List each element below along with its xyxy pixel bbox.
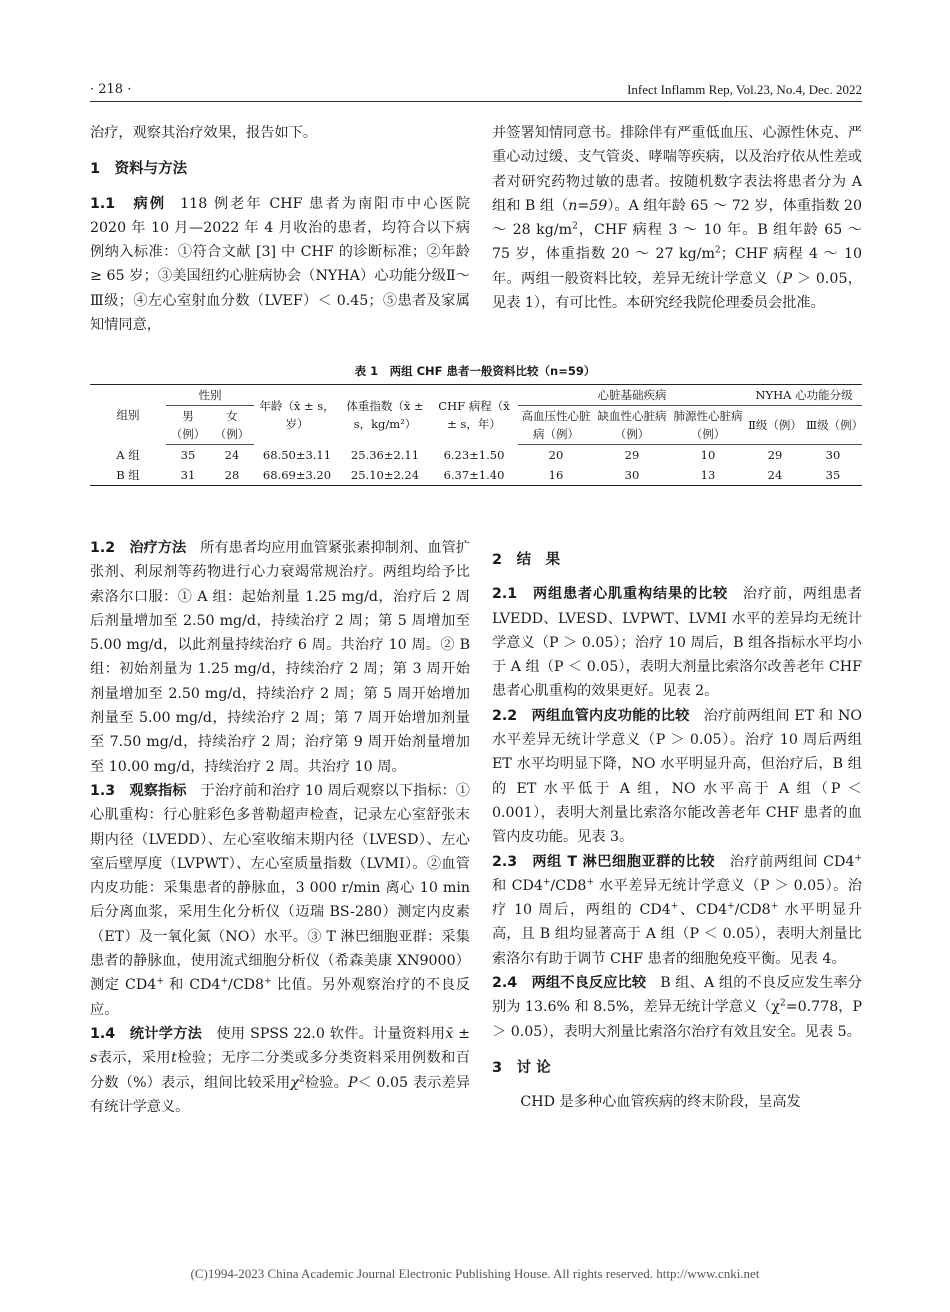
- cell: 30: [594, 465, 670, 486]
- superscript: 2: [572, 221, 578, 232]
- cell: 20: [548, 448, 564, 462]
- section-1-4: [90, 1022, 470, 1119]
- cell: 30: [825, 448, 841, 462]
- cell: 29: [624, 448, 640, 462]
- section-1-heading: 1 资料与方法: [90, 161, 188, 178]
- copyright-footer: (C)1994-2023 China Academic Journal Electronic Publishing House. All rights reserved. http://www.cnki.net: [190, 1266, 760, 1281]
- page-number: · 218 ·: [90, 82, 132, 97]
- superscript: +: [220, 976, 229, 987]
- section-1-2: [90, 536, 470, 779]
- superscript: +: [264, 976, 272, 987]
- section-1-1: [90, 192, 470, 338]
- text-run: 使用 SPSS 22.0 软件。计量资料用: [216, 1025, 446, 1042]
- superscript: 2: [714, 245, 721, 256]
- cell: 68.50±3.11: [262, 447, 332, 462]
- text-run: 比值。另外观察治疗的不良反应。: [90, 977, 470, 1018]
- section-2-4: [492, 971, 862, 1044]
- superscript: 2: [299, 1073, 305, 1084]
- cell: 29: [767, 448, 783, 462]
- cell: 25.10±2.24: [340, 465, 430, 486]
- text-run: ；CHF 病程 4 ～ 10 年。两组一般资料比较，差异无统计学意义（: [492, 246, 862, 287]
- superscript: +: [770, 901, 779, 912]
- text-run: 治疗前两组间 CD4: [729, 853, 855, 870]
- th-male: 男（例）: [166, 406, 210, 445]
- section-1-2-title: 1.2 治疗方法: [90, 540, 187, 556]
- cell: 35: [180, 448, 196, 462]
- text-run: 水平明显升高，且 B 组均显著高于 A 组（P ＜ 0.05），表明大剂量比索洛尔有助于调节 CHF 患者的细胞免疫平衡。见表 4。: [492, 902, 863, 967]
- section-1-3-title: 1.3 观察指标: [90, 782, 187, 799]
- th-ischemic: 缺血性心脏病（例）: [594, 406, 670, 445]
- cell: 10: [700, 448, 716, 462]
- cell: 31: [166, 465, 210, 486]
- section-1-4-title: 1.4 统计学方法: [90, 1025, 203, 1042]
- cell: 35: [804, 465, 862, 486]
- journal-header: Infect Inflamm Rep, Vol.23, No.4, Dec. 2022: [627, 82, 862, 97]
- sample-size: n=59: [568, 197, 608, 214]
- right-column-bottom: [492, 548, 862, 1115]
- section-2-3: [492, 850, 862, 971]
- text-run: 检验。: [304, 1074, 349, 1091]
- superscript: +: [727, 901, 735, 912]
- section-2-1-title: 2.1 两组患者心肌重构结果的比较: [492, 586, 728, 603]
- th-disease: 心脏基础疾病: [518, 385, 746, 406]
- cell: 24: [224, 448, 240, 462]
- section-2-heading: 2 结 果: [492, 552, 561, 568]
- superscript: +: [586, 877, 594, 888]
- section-2-1: [492, 582, 862, 703]
- text-run: 和 CD4: [492, 877, 543, 894]
- th-grade-ii: Ⅱ级（例）: [746, 406, 804, 445]
- superscript: 2: [779, 998, 786, 1009]
- cell: 6.23±1.50: [443, 447, 505, 462]
- mean-sd-symbol: x̄ ± s: [90, 1025, 470, 1067]
- patient-grouping-paragraph: [492, 121, 862, 315]
- right-column-top: [492, 121, 862, 315]
- text-run: 水平差异无统计学意义（P ＞ 0.05）。治疗 10 周后，两组的 CD4: [492, 877, 862, 919]
- text-run: 于治疗前和治疗 10 周后观察以下指标：①心肌重构：行心脏彩色多普勒超声检查，记录左心室舒张末期内径（LVEDD）、左心室收缩末期内径（LVESD）、左心室后壁厚度（LVPWT）、左心室质量指数（LVMI）。②血管内皮功能：采集患者的静脉血，3 000 r/min 离心 10 min 后分离血浆，采用生化分析仪（迈瑞 BS-280）测定内皮素（ET）及一氧化氮（NO）水平。③ T 淋巴细胞亚群：采集患者的静脉血，使用流式细胞分析仪（希森美康 XN9000）测定 CD4: [90, 782, 470, 994]
- text-run: 并签署知情同意书。排除伴有严重低血压、心源性休克、严重心动过缓、支气管炎、哮喘等疾病，以及治疗依从性差或者对研究药物过敏的患者。按随机数字表法将患者分为 A 组和 B 组（: [492, 125, 862, 214]
- cell: 13: [670, 465, 746, 486]
- text-run: 表示，采用: [97, 1050, 172, 1067]
- superscript: +: [542, 877, 551, 888]
- th-hypertensive: 高血压性心脏病（例）: [518, 406, 594, 445]
- section-2-3-title: 2.3 两组 T 淋巴细胞亚群的比较: [492, 853, 716, 870]
- table-1-caption: 表 1 两组 CHF 患者一般资料比较（n=59）: [354, 364, 596, 378]
- text-run: 、CD4: [678, 902, 728, 919]
- section-2-4-title: 2.4 两组不良反应比较: [492, 975, 647, 992]
- header-rule: [90, 101, 862, 102]
- discussion-start: CHD 是多种心血管疾病的终末阶段，呈高发: [520, 1094, 801, 1111]
- intro-tail: 治疗，观察其治疗效果，报告如下。: [90, 125, 318, 141]
- text-run: 检验；无序二分类或多分类资料采用例数和百分数（%）表示，组间比较采用: [90, 1050, 470, 1091]
- cell: 28: [210, 465, 254, 486]
- cell: 16: [518, 465, 594, 486]
- table-row: [90, 445, 862, 466]
- text-run: /CD8: [734, 902, 771, 919]
- text-run: ＞ 0.05，见表 1），有可比性。本研究经我院伦理委员会批准。: [492, 270, 862, 312]
- th-female: 女（例）: [210, 406, 254, 445]
- superscript: +: [156, 976, 164, 987]
- p-value-symbol: P: [348, 1074, 358, 1091]
- cell: 6.37±1.40: [430, 465, 518, 486]
- section-2-1-text: 治疗前，两组患者 LVEDD、LVESD、LVPWT、LVMI 水平的差异均无统计学意义（P ＞ 0.05）；治疗 10 周后，B 组各指标水平均小于 A 组（P ＜ 0.05），表明大剂量比索洛尔改善老年 CHF 患者心肌重构的效果更好。见表 2。: [492, 586, 862, 700]
- th-sex: 性别: [166, 385, 254, 406]
- section-2-2-text: 治疗前两组间 ET 和 NO 水平差异无统计学意义（P ＞ 0.05）。治疗 10 周后两组 ET 水平均明显下降，NO 水平明显升高，但治疗后，B 组的 ET 水平低于 A 组，NO 水平高于 A 组（P ＜ 0.001），表明大剂量比索洛尔能改善老年 CHF 患者的血管内皮功能。见表 3。: [492, 707, 862, 846]
- t-symbol: t: [171, 1050, 177, 1067]
- th-age: 年龄（x̄ ± s，岁）: [254, 385, 340, 445]
- cell: 68.69±3.20: [254, 465, 340, 486]
- cell: 25.36±2.11: [350, 447, 420, 462]
- section-3-heading: 3 讨 论: [492, 1059, 551, 1076]
- section-1-2-text: 所有患者均应用血管紧张素抑制剂、血管扩张剂、利尿剂等药物进行心力衰竭常规治疗。两组均给予比索洛尔口服：① A 组：起始剂量 1.25 mg/d，治疗后 2 周后剂量增加至 2.50 mg/d，持续治疗 2 周；第 5 周增加至 5.00 mg/d，以此剂量持续治疗 6 周。共治疗 10 周。② B 组：初始剂量为 1.25 mg/d，持续治疗 2 周；第 3 周开始剂量增加至 2.50 mg/d，持续治疗 2 周；第 5 周开始增加剂量至 5.00 mg/d，持续治疗 2 周；第 7 周开始增加剂量至 7.50 mg/d，持续治疗 2 周；治疗第 9 周开始剂量增加至 10.00 mg/d，持续治疗 2 周。共治疗 10 周。: [90, 540, 470, 775]
- table-1: [90, 384, 862, 486]
- text-run: ＜ 0.05 表示差异有统计学意义。: [90, 1074, 471, 1115]
- left-column-bottom: [90, 536, 470, 1119]
- section-1-1-title: 1.1 病例: [90, 195, 167, 212]
- th-nyha: NYHA 心功能分级: [746, 385, 862, 406]
- text-run: ）。A 组年龄 65 ～ 72 岁，体重指数 20 ～ 28 kg/m: [492, 197, 862, 239]
- section-2-2-title: 2.2 两组血管内皮功能的比较: [492, 707, 690, 724]
- table-row: [90, 465, 862, 486]
- section-1-1-text: 118 例老年 CHF 患者为南阳市中心医院 2020 年 10 月—2022 年 4 月收治的患者，均符合以下病例纳入标准：①符合文献 [3] 中 CHF 的诊断标准；②年龄≥ 65 岁；③美国纽约心脏病协会（NYHA）心功能分级Ⅱ～Ⅲ级；④左心室射血分数（LVEF）＜ 0.45；⑤患者及家属知情同意，: [90, 195, 470, 334]
- th-grade-iii: Ⅲ级（例）: [804, 406, 862, 445]
- section-2-2: [492, 704, 862, 850]
- text-run: /CD8: [228, 977, 265, 994]
- text-run: B 组、A 组的不良反应发生率分别为 13.6% 和 8.5%，差异无统计学意义（χ: [492, 975, 862, 1016]
- th-pulmonary: 肺源性心脏病（例）: [670, 406, 746, 445]
- superscript: +: [670, 901, 679, 912]
- th-course: CHF 病程（x̄ ± s，年）: [430, 385, 518, 445]
- chi-symbol: χ: [290, 1074, 300, 1091]
- text-run: ，CHF 病程 3 ～ 10 年。B 组年龄 65 ～ 75 岁，体重指数 20 ～ 27 kg/m: [492, 222, 862, 263]
- section-1-3: [90, 779, 470, 1022]
- text-run: =0.778，P ＞ 0.05），表明大剂量比索洛尔治疗有效且安全。见表 5。: [492, 999, 862, 1040]
- cell: A 组: [116, 447, 140, 462]
- text-run: 和 CD4: [163, 977, 221, 994]
- th-bmi: 体重指数（x̄ ± s，kg/m²）: [340, 385, 430, 445]
- left-column-top: [90, 121, 470, 337]
- cell: 24: [746, 465, 804, 486]
- p-value-symbol: P: [782, 270, 792, 287]
- text-run: /CD8: [550, 877, 587, 894]
- superscript: +: [854, 852, 862, 863]
- th-group: 组别: [90, 385, 166, 445]
- cell: B 组: [90, 465, 166, 486]
